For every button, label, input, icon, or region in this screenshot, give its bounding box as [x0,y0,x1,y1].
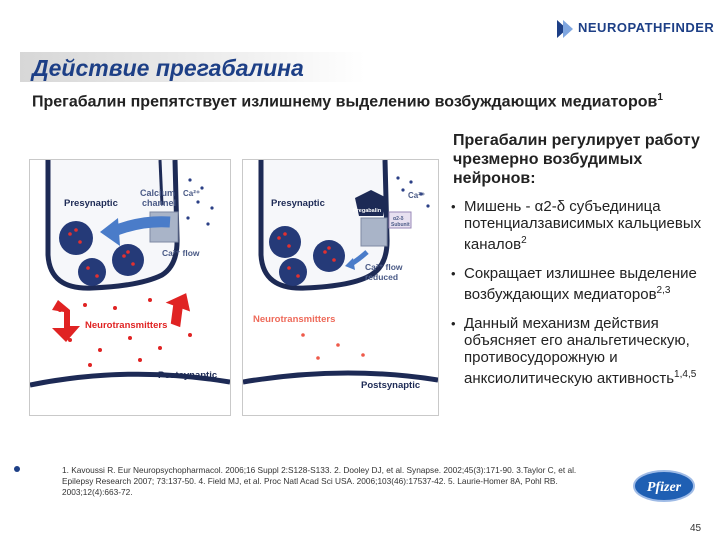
calcium-channel [361,218,387,246]
page-number: 45 [690,523,702,534]
synapse-illustration-pregabalin [243,160,438,415]
list-item-ref: 1,4,5 [674,369,697,380]
references: 1. Kavoussi R. Eur Neuropsychopharmacol. 2006;16 Suppl 2:S128-S133. 2. Dooley DJ, et al. Synapse. 2002;45(3):171-90. 3.Taylor C, et al. Epilepsy Research 2007; 73:137-50. 4. Field MJ, et al. Proc Natl Acad Sci USA. 2006;103(46):17537-42. 5. Laurie-Homer 8A, Pohl RB. 2003;12(4):663-72. [62,465,577,497]
ca-flow-label-2: reduced [365,272,399,282]
logo-text: NEUROPATHFINDER [578,20,715,35]
ca-flow-label: Ca²⁺ flow [162,248,200,258]
list-item-text: Данный механизм действия объясняет его анальгетическую, противосудорожную и анксиолитическую активность [464,315,690,387]
mechanism-heading: Прегабалин регулирует работу чрезмерно возбудимых нейронов: [453,132,700,187]
presynaptic-label: Presynaptic [64,198,118,209]
neurotransmitters-label: Neurotransmitters [85,320,168,331]
list-item-text: Мишень - α2-δ субъединица потенциалзависимых кальциевых каналов [464,198,702,253]
list-item-ref: 2,3 [656,285,671,296]
logo-arrow-icon [563,20,573,38]
list-item [453,198,708,253]
subtitle [32,88,697,111]
postsynaptic-label: Postsynaptic [158,370,218,381]
synapse-panel-normal [30,160,230,415]
synapse-panel-pregabalin [243,160,438,415]
subtitle-text: Прегабалин препятствует излишнему выделению возбуждающих медиаторов [32,93,658,111]
bullet-mark [14,466,20,472]
calcium-channel-label-1: Calcium [140,188,176,198]
alpha2delta-label-2: Subunit [391,222,410,228]
alpha2delta-label-1: α2-δ [393,216,404,222]
ca-flow-label-1: Ca²⁺ flow [365,262,403,272]
subtitle-ref: 1 [657,92,663,103]
ca-label: Ca²⁺ [183,189,201,198]
list-item-text: Сокращает излишнее выделение возбуждающих медиаторов [464,265,697,303]
mechanism-text [453,131,708,399]
page-title: Действие прегабалина [32,55,304,81]
postsynaptic-label: Postsynaptic [361,380,421,391]
pfizer-logo [632,469,696,503]
mechanism-list [453,198,708,387]
presynaptic-label: Presynaptic [271,198,325,209]
list-item [453,315,708,387]
pregabalin-label: Pregabalin [353,208,382,214]
synapse-illustration-normal [30,160,230,415]
ca-label: Ca²⁺ [408,191,426,200]
neurotransmitters-label: Neurotransmitters [253,314,336,325]
calcium-channel-label-2: channel [142,198,177,208]
list-item-ref: 2 [521,235,527,246]
pfizer-logo-text: Pfizer [646,480,682,495]
list-item [453,265,708,303]
